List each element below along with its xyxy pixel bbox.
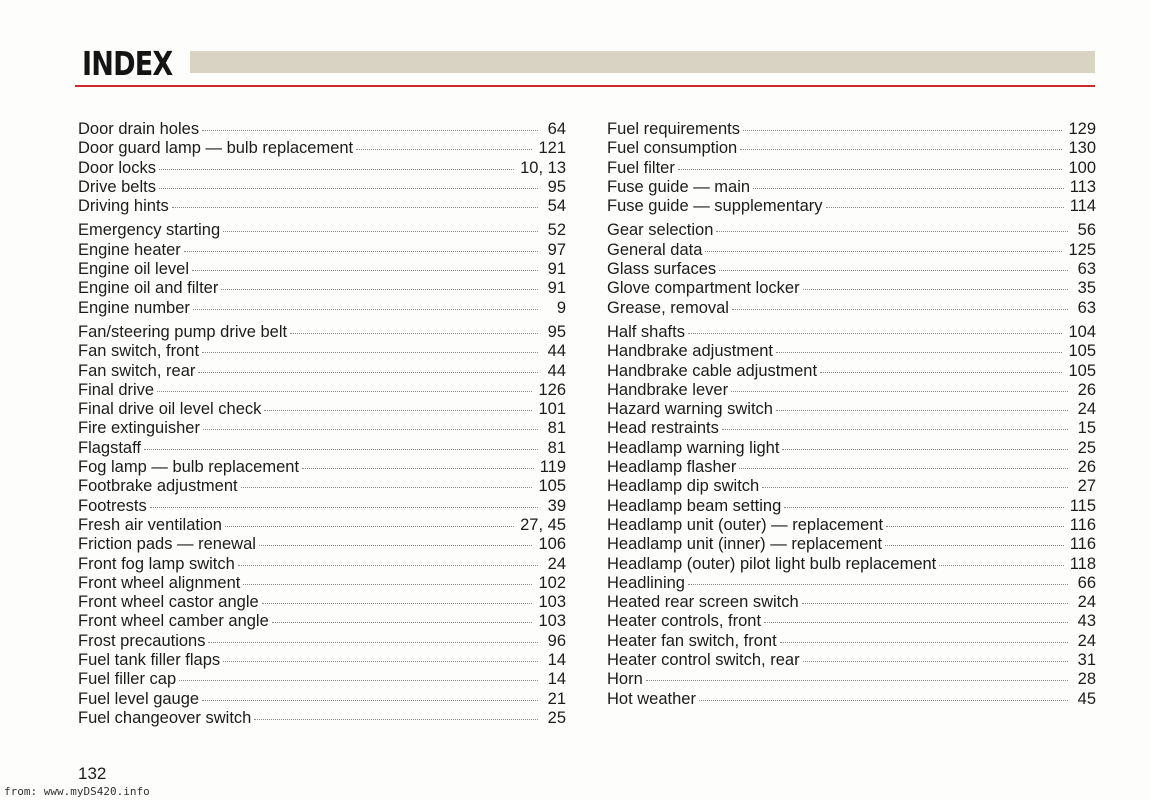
index-entry bbox=[607, 279, 1096, 298]
entry-label: General data bbox=[607, 240, 703, 259]
entry-page: 10, 13 bbox=[520, 158, 566, 177]
index-entry bbox=[607, 612, 1096, 631]
entry-page: 114 bbox=[1069, 197, 1096, 216]
entry-label: Fuel requirements bbox=[607, 120, 740, 138]
index-entry bbox=[607, 632, 1096, 651]
entry-page: 64 bbox=[547, 120, 566, 138]
entry-label: Fresh air ventilation bbox=[78, 515, 222, 534]
index-entry bbox=[78, 458, 566, 477]
index-entry bbox=[607, 555, 1096, 574]
entry-label: Footbrake adjustment bbox=[78, 477, 238, 496]
entry-page: 45 bbox=[1077, 689, 1096, 708]
dot-leader bbox=[776, 352, 1062, 353]
entry-page: 54 bbox=[547, 197, 566, 216]
entry-page: 91 bbox=[547, 260, 566, 279]
dot-leader bbox=[144, 449, 538, 450]
dot-leader bbox=[262, 603, 533, 604]
entry-page: 25 bbox=[547, 708, 566, 727]
index-entry bbox=[78, 279, 566, 298]
dot-leader bbox=[150, 507, 538, 508]
dot-leader bbox=[753, 188, 1064, 189]
dot-leader bbox=[776, 410, 1068, 411]
entry-page: 91 bbox=[547, 279, 566, 298]
entry-page: 35 bbox=[1077, 279, 1096, 298]
entry-label: Headlamp unit (inner) — replacement bbox=[607, 535, 883, 554]
dot-leader bbox=[264, 410, 532, 411]
source-watermark: from: www.myDS420.info bbox=[4, 785, 150, 798]
index-entry bbox=[78, 593, 566, 612]
index-column-left bbox=[78, 120, 566, 733]
index-entry bbox=[607, 593, 1096, 612]
entry-page: 113 bbox=[1069, 177, 1096, 196]
entry-label: Fog lamp — bulb replacement bbox=[78, 458, 300, 477]
entry-page: 106 bbox=[538, 535, 566, 554]
entry-page: 105 bbox=[1068, 361, 1096, 380]
entry-page: 9 bbox=[556, 298, 566, 317]
dot-leader bbox=[202, 130, 538, 131]
index-group bbox=[78, 120, 566, 216]
index-entry bbox=[607, 362, 1096, 381]
entry-label: Head restraints bbox=[607, 419, 719, 438]
header-rule bbox=[75, 85, 1095, 87]
entry-page: 24 bbox=[547, 554, 566, 573]
index-group bbox=[78, 221, 566, 317]
index-group bbox=[607, 120, 1096, 216]
dot-leader bbox=[705, 251, 1062, 252]
entry-label: Door locks bbox=[78, 158, 156, 177]
entry-page: 28 bbox=[1077, 670, 1096, 689]
index-entry bbox=[78, 260, 566, 279]
dot-leader bbox=[678, 169, 1063, 170]
dot-leader bbox=[184, 251, 538, 252]
index-entry bbox=[607, 439, 1096, 458]
entry-label: Horn bbox=[607, 670, 643, 689]
dot-leader bbox=[225, 526, 514, 527]
entry-label: Handbrake adjustment bbox=[607, 342, 774, 361]
entry-label: Final drive bbox=[78, 380, 155, 399]
dot-leader bbox=[820, 372, 1062, 373]
entry-page: 102 bbox=[538, 573, 566, 592]
dot-leader bbox=[826, 207, 1064, 208]
dot-leader bbox=[740, 149, 1062, 150]
dot-leader bbox=[302, 468, 534, 469]
entry-page: 14 bbox=[547, 651, 566, 670]
entry-label: Fan switch, rear bbox=[78, 361, 196, 380]
entry-label: Frost precautions bbox=[78, 631, 206, 650]
entry-page: 126 bbox=[538, 380, 566, 399]
entry-label: Front fog lamp switch bbox=[78, 554, 235, 573]
entry-label: Gear selection bbox=[607, 221, 714, 240]
index-entry bbox=[78, 419, 566, 438]
dot-leader bbox=[688, 584, 1068, 585]
entry-label: Handbrake cable adjustment bbox=[607, 361, 818, 380]
entry-page: 31 bbox=[1077, 651, 1096, 670]
dot-leader bbox=[764, 622, 1068, 623]
index-entry bbox=[607, 516, 1096, 535]
index-entry bbox=[607, 178, 1096, 197]
dot-leader bbox=[290, 333, 538, 334]
index-group bbox=[607, 323, 1096, 709]
dot-leader bbox=[886, 526, 1064, 527]
index-entry bbox=[78, 221, 566, 240]
entry-page: 26 bbox=[1077, 380, 1096, 399]
entry-label: Engine number bbox=[78, 298, 190, 317]
index-group bbox=[78, 323, 566, 728]
index-entry bbox=[607, 400, 1096, 419]
index-title: INDEX bbox=[82, 44, 173, 83]
entry-page: 21 bbox=[547, 689, 566, 708]
index-entry bbox=[607, 535, 1096, 554]
page-number: 132 bbox=[78, 764, 107, 783]
entry-label: Fan/steering pump drive belt bbox=[78, 322, 288, 341]
dot-leader bbox=[803, 661, 1068, 662]
dot-leader bbox=[192, 270, 538, 271]
dot-leader bbox=[885, 545, 1064, 546]
entry-page: 63 bbox=[1077, 260, 1096, 279]
dot-leader bbox=[198, 372, 538, 373]
index-entry bbox=[607, 651, 1096, 670]
index-entry bbox=[78, 497, 566, 516]
entry-page: 66 bbox=[1077, 573, 1096, 592]
entry-label: Fuel consumption bbox=[607, 139, 738, 158]
index-entry bbox=[607, 342, 1096, 361]
dot-leader bbox=[719, 270, 1068, 271]
index-entry bbox=[78, 362, 566, 381]
index-entry bbox=[78, 651, 566, 670]
entry-label: Glove compartment locker bbox=[607, 279, 800, 298]
dot-leader bbox=[356, 149, 532, 150]
entry-label: Flagstaff bbox=[78, 438, 141, 457]
entry-page: 56 bbox=[1077, 221, 1096, 240]
dot-leader bbox=[699, 700, 1068, 701]
entry-label: Door guard lamp — bulb replacement bbox=[78, 139, 354, 158]
entry-page: 104 bbox=[1068, 322, 1096, 341]
entry-page: 24 bbox=[1077, 400, 1096, 419]
entry-page: 100 bbox=[1068, 158, 1096, 177]
entry-label: Heater controls, front bbox=[607, 612, 762, 631]
dot-leader bbox=[243, 584, 532, 585]
dot-leader bbox=[762, 487, 1068, 488]
entry-page: 44 bbox=[547, 342, 566, 361]
entry-label: Heater fan switch, front bbox=[607, 631, 777, 650]
index-entry bbox=[78, 574, 566, 593]
entry-page: 116 bbox=[1069, 515, 1096, 534]
entry-label: Headlamp unit (outer) — replacement bbox=[607, 515, 884, 534]
entry-page: 63 bbox=[1077, 298, 1096, 317]
entry-label: Glass surfaces bbox=[607, 260, 717, 279]
entry-label: Heater control switch, rear bbox=[607, 651, 800, 670]
entry-page: 105 bbox=[1068, 342, 1096, 361]
entry-page: 96 bbox=[547, 631, 566, 650]
dot-leader bbox=[221, 289, 538, 290]
index-entry bbox=[78, 139, 566, 158]
entry-label: Hazard warning switch bbox=[607, 400, 773, 419]
dot-leader bbox=[241, 487, 533, 488]
header-bar bbox=[190, 51, 1095, 73]
index-entry bbox=[607, 458, 1096, 477]
entry-page: 129 bbox=[1068, 120, 1096, 138]
entry-label: Handbrake lever bbox=[607, 380, 729, 399]
index-entry bbox=[78, 439, 566, 458]
entry-page: 118 bbox=[1069, 554, 1096, 573]
dot-leader bbox=[208, 642, 538, 643]
index-entry bbox=[78, 323, 566, 342]
entry-label: Headlamp dip switch bbox=[607, 477, 760, 496]
entry-page: 103 bbox=[538, 612, 566, 631]
dot-leader bbox=[743, 130, 1062, 131]
dot-leader bbox=[272, 622, 533, 623]
dot-leader bbox=[939, 565, 1063, 566]
entry-label: Headlining bbox=[607, 573, 685, 592]
entry-label: Headlamp beam setting bbox=[607, 496, 782, 515]
entry-label: Headlamp flasher bbox=[607, 458, 737, 477]
index-entry bbox=[78, 299, 566, 318]
entry-page: 103 bbox=[538, 593, 566, 612]
index-entry bbox=[607, 690, 1096, 709]
entry-page: 27, 45 bbox=[520, 515, 566, 534]
entry-label: Engine oil and filter bbox=[78, 279, 219, 298]
dot-leader bbox=[731, 391, 1068, 392]
entry-label: Fire extinguisher bbox=[78, 419, 200, 438]
index-entry bbox=[607, 120, 1096, 139]
dot-leader bbox=[254, 719, 538, 720]
index-entry bbox=[78, 690, 566, 709]
index-entry bbox=[78, 516, 566, 535]
index-entry bbox=[607, 574, 1096, 593]
dot-leader bbox=[739, 468, 1068, 469]
entry-page: 130 bbox=[1068, 139, 1096, 158]
dot-leader bbox=[223, 231, 538, 232]
index-entry bbox=[78, 477, 566, 496]
index-entry bbox=[78, 535, 566, 554]
entry-label: Headlamp warning light bbox=[607, 438, 780, 457]
entry-label: Fuel changeover switch bbox=[78, 708, 252, 727]
index-entry bbox=[607, 299, 1096, 318]
dot-leader bbox=[223, 661, 538, 662]
entry-page: 14 bbox=[547, 670, 566, 689]
entry-label: Half shafts bbox=[607, 322, 685, 341]
index-entry bbox=[607, 419, 1096, 438]
entry-label: Fuel filler cap bbox=[78, 670, 177, 689]
index-entry bbox=[78, 400, 566, 419]
entry-page: 116 bbox=[1069, 535, 1096, 554]
index-entry bbox=[78, 632, 566, 651]
dot-leader bbox=[238, 565, 538, 566]
entry-label: Front wheel camber angle bbox=[78, 612, 269, 631]
entry-label: Fan switch, front bbox=[78, 342, 200, 361]
dot-leader bbox=[202, 352, 538, 353]
entry-page: 24 bbox=[1077, 631, 1096, 650]
dot-leader bbox=[203, 429, 538, 430]
entry-label: Fuse guide — main bbox=[607, 177, 751, 196]
index-entry bbox=[78, 197, 566, 216]
index-group bbox=[607, 221, 1096, 317]
dot-leader bbox=[803, 289, 1068, 290]
index-entry bbox=[78, 670, 566, 689]
entry-page: 15 bbox=[1077, 419, 1096, 438]
dot-leader bbox=[172, 207, 538, 208]
entry-page: 97 bbox=[547, 240, 566, 259]
entry-label: Emergency starting bbox=[78, 221, 221, 240]
entry-label: Fuel level gauge bbox=[78, 689, 200, 708]
entry-label: Grease, removal bbox=[607, 298, 729, 317]
entry-page: 121 bbox=[538, 139, 566, 158]
index-entry bbox=[607, 197, 1096, 216]
index-entry bbox=[607, 260, 1096, 279]
index-column-right bbox=[607, 120, 1096, 714]
entry-page: 119 bbox=[539, 458, 566, 477]
entry-label: Headlamp (outer) pilot light bulb replacement bbox=[607, 554, 937, 573]
index-entry bbox=[78, 612, 566, 631]
entry-label: Front wheel alignment bbox=[78, 573, 241, 592]
dot-leader bbox=[688, 333, 1063, 334]
index-entry bbox=[607, 477, 1096, 496]
dot-leader bbox=[193, 309, 538, 310]
index-entry bbox=[78, 120, 566, 139]
dot-leader bbox=[157, 391, 532, 392]
entry-label: Heated rear screen switch bbox=[607, 593, 799, 612]
entry-page: 95 bbox=[547, 177, 566, 196]
entry-page: 81 bbox=[547, 438, 566, 457]
dot-leader bbox=[802, 603, 1068, 604]
index-entry bbox=[607, 323, 1096, 342]
entry-page: 81 bbox=[547, 419, 566, 438]
entry-label: Fuel tank filler flaps bbox=[78, 651, 221, 670]
entry-label: Friction pads — renewal bbox=[78, 535, 256, 554]
index-entry bbox=[78, 178, 566, 197]
entry-page: 24 bbox=[1077, 593, 1096, 612]
entry-page: 105 bbox=[538, 477, 566, 496]
entry-label: Drive belts bbox=[78, 177, 156, 196]
entry-label: Door drain holes bbox=[78, 120, 200, 138]
index-entry bbox=[78, 555, 566, 574]
entry-label: Driving hints bbox=[78, 197, 169, 216]
entry-page: 125 bbox=[1068, 240, 1096, 259]
dot-leader bbox=[722, 429, 1068, 430]
index-entry bbox=[607, 139, 1096, 158]
entry-page: 43 bbox=[1077, 612, 1096, 631]
index-entry bbox=[607, 497, 1096, 516]
index-entry bbox=[78, 241, 566, 260]
entry-page: 95 bbox=[547, 322, 566, 341]
index-entry bbox=[607, 241, 1096, 260]
dot-leader bbox=[780, 642, 1068, 643]
index-entry bbox=[607, 221, 1096, 240]
dot-leader bbox=[202, 700, 538, 701]
entry-label: Fuse guide — supplementary bbox=[607, 197, 823, 216]
dot-leader bbox=[179, 680, 538, 681]
entry-page: 115 bbox=[1069, 496, 1096, 515]
index-entry bbox=[607, 670, 1096, 689]
entry-page: 52 bbox=[547, 221, 566, 240]
dot-leader bbox=[782, 449, 1068, 450]
index-entry bbox=[78, 709, 566, 728]
dot-leader bbox=[646, 680, 1068, 681]
dot-leader bbox=[732, 309, 1068, 310]
entry-label: Footrests bbox=[78, 496, 147, 515]
entry-page: 101 bbox=[538, 400, 566, 419]
dot-leader bbox=[716, 231, 1068, 232]
index-entry bbox=[78, 381, 566, 400]
entry-page: 27 bbox=[1077, 477, 1096, 496]
entry-page: 26 bbox=[1077, 458, 1096, 477]
entry-page: 39 bbox=[547, 496, 566, 515]
entry-label: Final drive oil level check bbox=[78, 400, 262, 419]
entry-label: Engine heater bbox=[78, 240, 181, 259]
dot-leader bbox=[784, 507, 1063, 508]
entry-label: Front wheel castor angle bbox=[78, 593, 259, 612]
index-entry bbox=[607, 159, 1096, 178]
entry-page: 25 bbox=[1077, 438, 1096, 457]
dot-leader bbox=[159, 169, 514, 170]
entry-label: Hot weather bbox=[607, 689, 696, 708]
entry-label: Engine oil level bbox=[78, 260, 189, 279]
dot-leader bbox=[159, 188, 538, 189]
index-entry bbox=[607, 381, 1096, 400]
entry-label: Fuel filter bbox=[607, 158, 675, 177]
index-entry bbox=[78, 342, 566, 361]
index-entry bbox=[78, 159, 566, 178]
entry-page: 44 bbox=[547, 361, 566, 380]
dot-leader bbox=[259, 545, 533, 546]
